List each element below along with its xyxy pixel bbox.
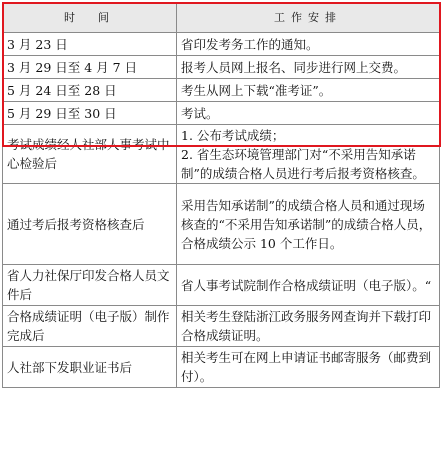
table-row <box>3 306 440 347</box>
table-header-row <box>3 3 440 33</box>
table-row <box>3 102 440 125</box>
table-row <box>3 33 440 56</box>
row-time: 省人力社保厅印发合格人员文件后 <box>3 265 177 306</box>
table-row <box>3 184 440 265</box>
row-time: 3 月 23 日 <box>3 33 177 56</box>
header-time: 时 间 <box>3 3 177 33</box>
table-row <box>3 56 440 79</box>
table-row <box>3 265 440 306</box>
table-row <box>3 125 440 184</box>
row-time: 5 月 29 日至 30 日 <box>3 102 177 125</box>
row-task: 省人事考试院制作合格成绩证明（电子版）。“ <box>177 265 440 306</box>
row-time: 人社部下发职业证书后 <box>3 347 177 388</box>
row-time: 5 月 24 日至 28 日 <box>3 79 177 102</box>
row-task: 考生从网上下载“准考证”。 <box>177 79 440 102</box>
row-task: 相关考生登陆浙江政务服务网查询并下载打印合格成绩证明。 <box>177 306 440 347</box>
row-task: 考试。 <box>177 102 440 125</box>
row-task: 省印发考务工作的通知。 <box>177 33 440 56</box>
row-time: 考试成绩经人社部人事考试中心检验后 <box>3 125 177 184</box>
row-task <box>177 125 440 184</box>
task-line: 1. 公布考试成绩； <box>181 127 285 143</box>
row-time: 3 月 29 日至 4 月 7 日 <box>3 56 177 79</box>
row-time: 合格成绩证明（电子版）制作完成后 <box>3 306 177 347</box>
table-row <box>3 79 440 102</box>
row-task: 报考人员网上报名、同步进行网上交费。 <box>177 56 440 79</box>
row-task: 相关考生可在网上申请证书邮寄服务（邮费到付）。 <box>177 347 440 388</box>
header-task: 工作安排 <box>177 3 440 33</box>
task-line: 2. 省生态环境管理部门对“不采用告知承诺制”的成绩合格人员进行考后报考资格核查。 <box>181 146 425 181</box>
table-row <box>3 347 440 388</box>
row-time: 通过考后报考资格核查后 <box>3 184 177 265</box>
schedule-table <box>2 2 440 388</box>
row-task: 采用告知承诺制”的成绩合格人员和通过现场核查的“不采用告知承诺制”的成绩合格人员，合格成绩公示 10 个工作日。 <box>177 184 440 265</box>
